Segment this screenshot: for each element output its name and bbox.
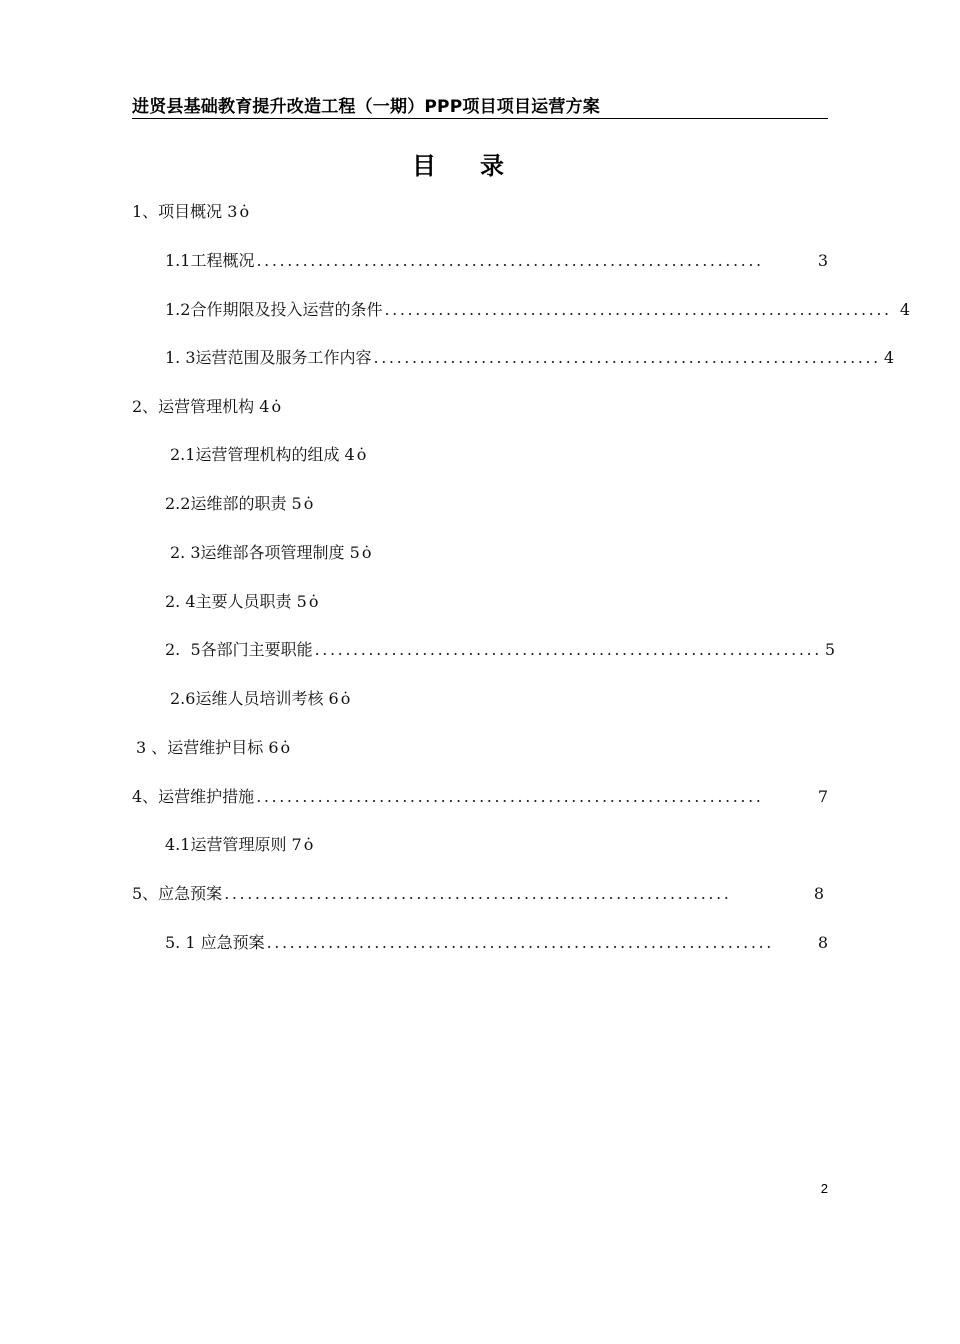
toc-title: 目录: [412, 152, 548, 180]
toc-leader-dots: ..................................................................: [256, 251, 764, 270]
toc-leader-dots: ..................................................................: [266, 933, 774, 952]
toc-leader-dots: ..................................................................: [224, 884, 732, 903]
footer-page-number: 2: [820, 1181, 828, 1196]
toc-entry[interactable]: [132, 882, 824, 906]
toc-entry-page: ȯ: [271, 397, 282, 416]
toc-entry[interactable]: [165, 833, 828, 857]
toc-entry-label: 4、运营维护措施: [132, 787, 255, 806]
toc-leader-dots: ..................................................................: [384, 300, 892, 319]
toc-entry-label: 4.1运营管理原则 7: [165, 835, 302, 854]
toc-entry[interactable]: [165, 346, 895, 370]
toc-entry[interactable]: [170, 443, 828, 467]
toc-entry-label: 1. 3运营范围及服务工作内容: [165, 348, 372, 367]
toc-entry-page: ȯ: [303, 835, 314, 854]
header-title: 进贤县基础教育提升改造工程（一期）PPP项目项目运营方案: [132, 97, 600, 117]
toc-entry-label: 3 、运营维护目标 6: [136, 738, 279, 757]
toc-entry[interactable]: [165, 249, 828, 273]
toc-entry-page: 3: [817, 251, 828, 270]
toc-entry-page: ȯ: [356, 445, 367, 464]
toc-entry-label: 2. 4主要人员职责 5: [165, 592, 307, 611]
toc-entry-label: 2. 5各部门主要职能: [165, 640, 313, 659]
toc-entry-label: 2、运营管理机构 4: [132, 397, 270, 416]
toc-entry[interactable]: [170, 541, 828, 565]
toc-entry-page: 7: [817, 787, 828, 806]
toc-entry-page: ȯ: [340, 689, 351, 708]
toc-entry-label: 2.1运营管理机构的组成 4: [170, 445, 355, 464]
toc-entry[interactable]: [132, 785, 828, 809]
toc-entry[interactable]: [165, 638, 836, 662]
toc-entry[interactable]: [165, 931, 828, 955]
toc-entry[interactable]: [165, 590, 828, 614]
toc-entry[interactable]: [165, 492, 828, 516]
toc-entry-page: 5: [824, 640, 836, 659]
toc-entry[interactable]: [136, 736, 828, 760]
toc-entry-label: 2.6运维人员培训考核 6: [170, 689, 339, 708]
toc-entry-label: 1、项目概况 3: [132, 202, 238, 221]
toc-entry-page: 4: [894, 300, 910, 319]
toc-entry-page: 8: [817, 933, 828, 952]
toc-entry-page: ȯ: [280, 738, 291, 757]
toc-entry-label: 2.2运维部的职责 5: [165, 494, 302, 513]
toc-entry-page: ȯ: [308, 592, 319, 611]
toc-entry[interactable]: [165, 298, 910, 322]
toc-entry[interactable]: [132, 200, 828, 224]
toc-entry[interactable]: [132, 395, 828, 419]
toc-entry-label: 5、应急预案: [132, 884, 223, 903]
toc-entry-page: ȯ: [361, 543, 372, 562]
toc-entry-page: 4: [883, 348, 895, 367]
toc-entry-page: 8: [808, 884, 824, 903]
toc-entry-page: ȯ: [303, 494, 314, 513]
page-header: [132, 90, 828, 119]
toc-entry[interactable]: [170, 687, 828, 711]
toc-entry-label: 1.2合作期限及投入运营的条件: [165, 300, 383, 319]
toc-leader-dots: ..................................................................: [373, 348, 881, 367]
toc-entry-label: 2. 3运维部各项管理制度 5: [170, 543, 360, 562]
toc-leader-dots: ..................................................................: [256, 787, 764, 806]
toc-entry-label: 5. 1 应急预案: [165, 933, 265, 952]
toc-leader-dots: ..................................................................: [314, 640, 822, 659]
toc-entry-page: ȯ: [239, 202, 250, 221]
toc-entry-label: 1.1工程概况: [165, 251, 255, 270]
